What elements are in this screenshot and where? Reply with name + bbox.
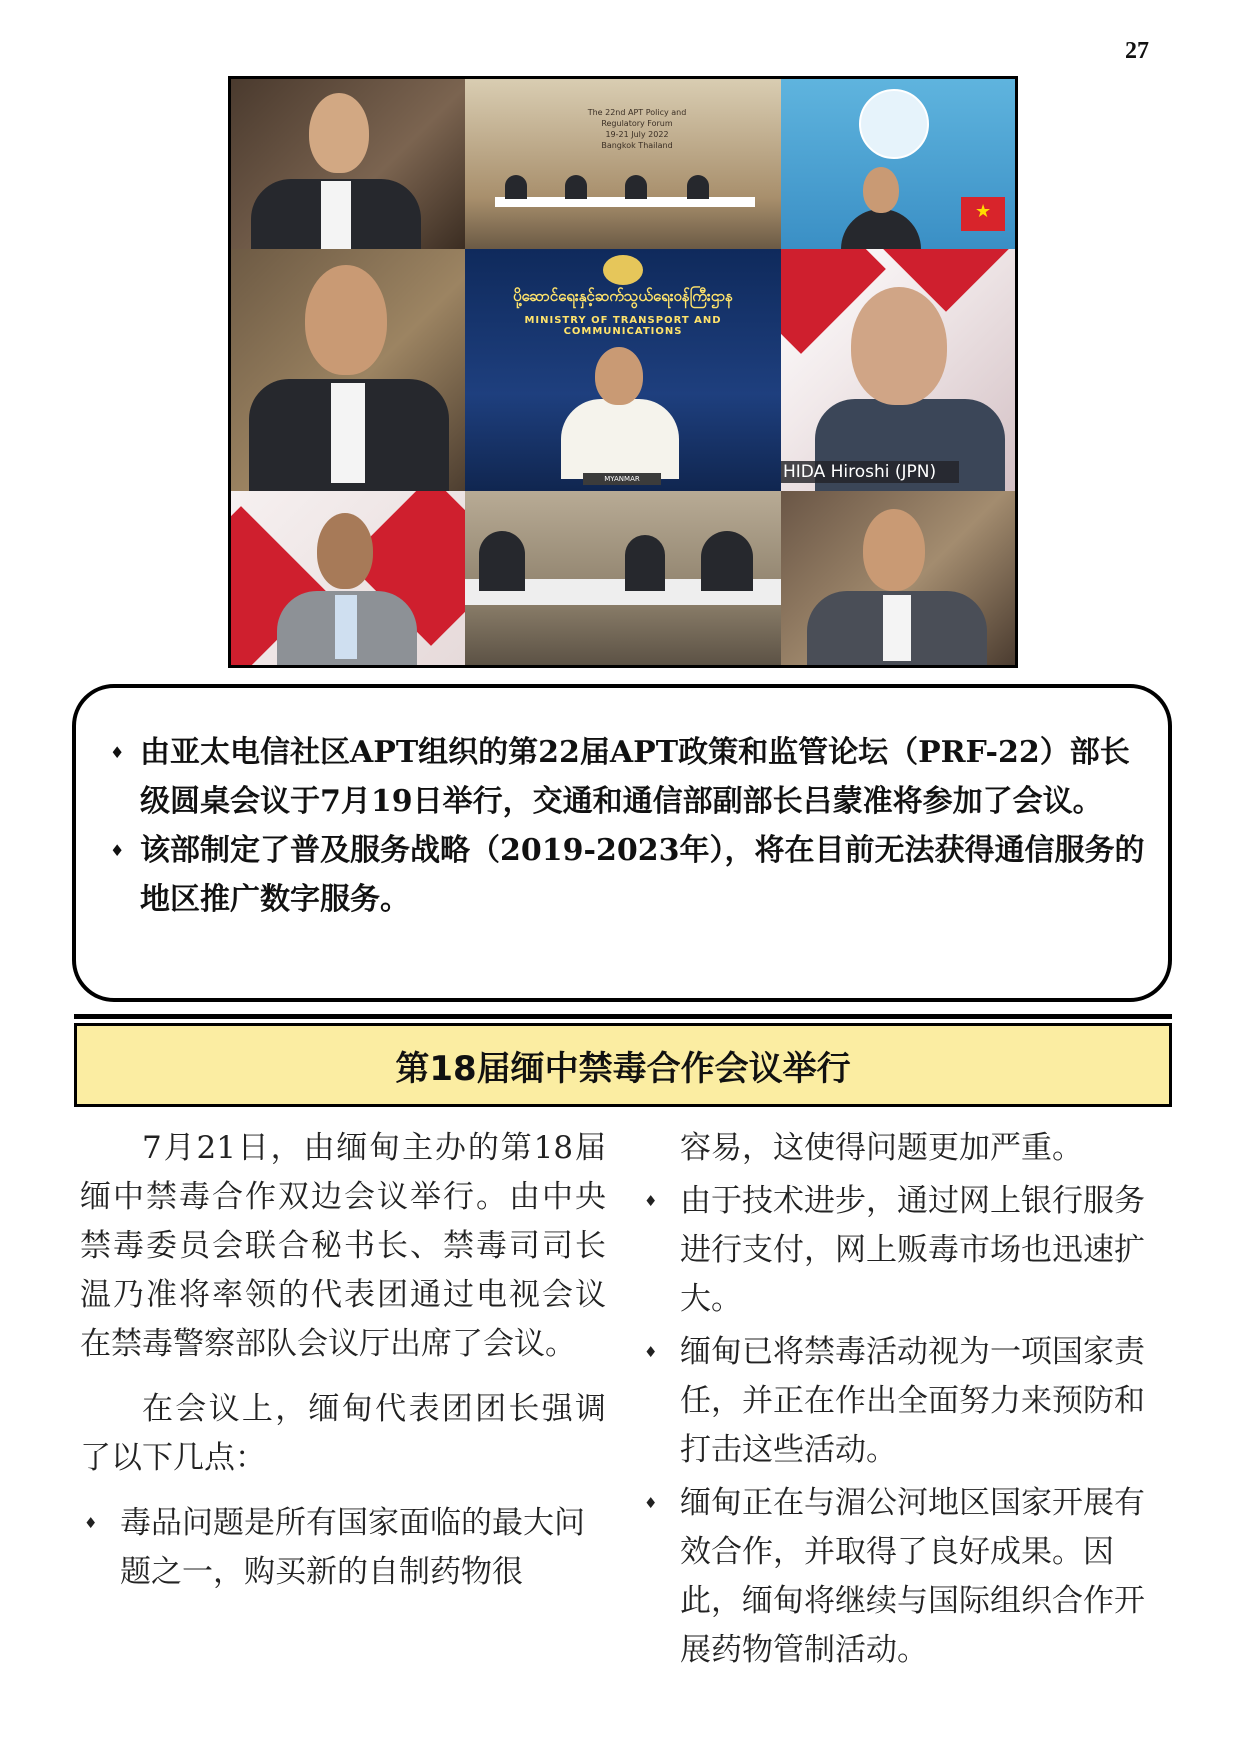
article-point-text: 由于技术进步，通过网上银行服务进行支付，网上贩毒市场也迅速扩大。	[680, 1183, 1145, 1317]
summary-item	[96, 728, 1156, 826]
section-rule	[74, 1014, 1172, 1019]
photo-speaker-4	[781, 491, 1015, 665]
ministry-emblem-icon	[603, 255, 643, 285]
article-point	[640, 1177, 1172, 1324]
summary-list	[96, 728, 1156, 924]
summary-item-text: 由亚太电信社区APT组织的第22届APT政策和监管论坛（PRF-22）部长级圆桌会议于7月19日举行，交通和通信部副部长吕蒙准将参加了会议。	[140, 735, 1130, 819]
nameplate: MYANMAR	[583, 473, 661, 485]
photo-meeting-table	[465, 491, 781, 665]
summary-box	[72, 684, 1172, 1002]
article-paragraph: 在会议上，缅甸代表团团长强调了以下几点：	[80, 1391, 606, 1476]
photo-japan-delegate	[781, 249, 1015, 491]
photo-speaker-1	[231, 79, 465, 249]
article-point-text: 毒品问题是所有国家面临的最大问题之一，购买新的自制药物很	[120, 1505, 585, 1590]
article-point-text: 缅甸正在与湄公河地区国家开展有效合作，并取得了良好成果。因此，缅甸将继续与国际组织合作开展药物管制活动。	[680, 1485, 1145, 1668]
section-header	[74, 1023, 1172, 1107]
section-headline: 第18届缅中禁毒合作会议举行	[395, 1048, 851, 1089]
photo-speaker-2	[231, 249, 465, 491]
diamond-bullet-icon: ♦	[84, 1514, 98, 1532]
article-point-text: 缅甸已将禁毒活动视为一项国家责任，并正在作出全面努力来预防和打击这些活动。	[680, 1334, 1145, 1468]
article-point	[80, 1499, 606, 1597]
article-right-column	[640, 1124, 1172, 1675]
photo-myanmar-ministry	[465, 249, 781, 491]
forum-dates: 19-21 July 2022	[605, 130, 669, 139]
article-left-column	[80, 1124, 606, 1597]
article-points-list	[640, 1177, 1172, 1675]
article-paragraph: 7月21日，由缅甸主办的第18届缅中禁毒合作双边会议举行。由中央禁毒委员会联合秘书长、禁毒司司长温乃准将率领的代表团通过电视会议在禁毒警察部队会议厅出席了会议。	[80, 1130, 606, 1362]
diamond-bullet-icon: ♦	[644, 1343, 658, 1361]
vietnam-flag-icon	[961, 197, 1005, 231]
name-caption: HIDA Hiroshi (JPN)	[781, 461, 959, 483]
page-number: 27	[1125, 38, 1149, 64]
ministry-name-english: MINISTRY OF TRANSPORT AND COMMUNICATIONS	[524, 315, 722, 337]
photo-collage	[228, 76, 1018, 668]
diamond-bullet-icon: ♦	[644, 1494, 658, 1512]
diamond-bullet-icon: ♦	[644, 1192, 658, 1210]
forum-title: The 22nd APT Policy and Regulatory Forum	[587, 108, 687, 128]
apt-logo-icon	[859, 89, 929, 159]
photo-vietnam-delegate	[781, 79, 1015, 249]
diamond-bullet-icon: ♦	[110, 743, 125, 762]
article-point	[640, 1328, 1172, 1475]
diamond-bullet-icon: ♦	[110, 841, 125, 860]
ministry-name-myanmar: ပို့ဆောင်ရေးနှင့်ဆက်သွယ်ရေးဝန်ကြီးဌာန	[513, 287, 733, 305]
forum-location: Bangkok Thailand	[601, 141, 673, 150]
forum-banner	[577, 107, 697, 151]
article-point	[640, 1479, 1172, 1675]
article-point-continuation: 容易，这使得问题更加严重。	[680, 1130, 1083, 1166]
photo-forum-panel	[465, 79, 781, 249]
summary-item	[96, 826, 1156, 924]
article-points-list	[80, 1499, 606, 1597]
summary-item-text: 该部制定了普及服务战略（2019-2023年），将在目前无法获得通信服务的地区推广数字服务。	[140, 833, 1145, 917]
photo-speaker-3	[231, 491, 465, 665]
